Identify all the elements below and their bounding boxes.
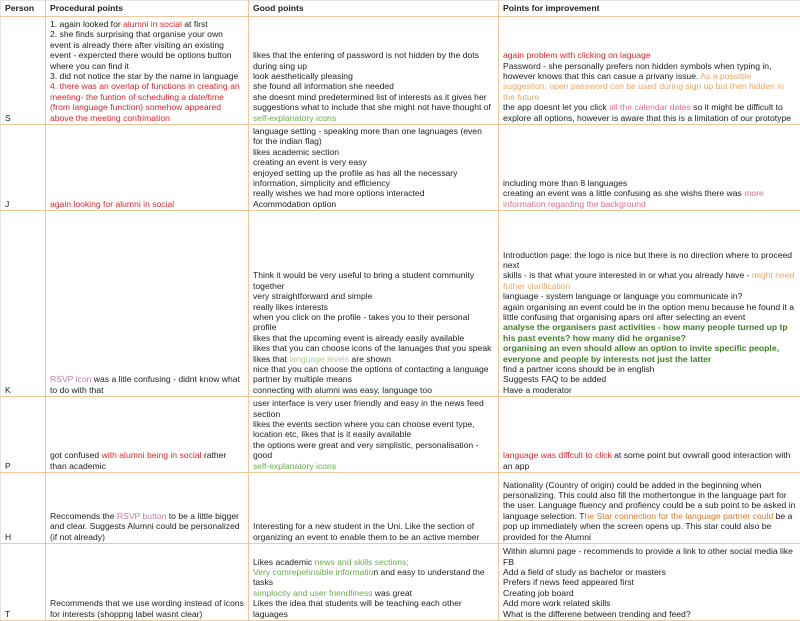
cell-line [503, 270, 796, 291]
cell-line [253, 92, 494, 113]
text: Prefers if news feed appeared first [503, 577, 634, 587]
cell-line [503, 385, 796, 395]
text: creating an event was a little confusing as she wishs there was [503, 188, 744, 198]
cell-line [253, 398, 494, 419]
cell-line [503, 291, 796, 301]
text: at first [182, 19, 208, 29]
text: to be a little bigger and clear. Suggests Alumni could be personalized (if not already) [50, 511, 240, 542]
good-cell[interactable] [249, 397, 499, 473]
cell-line [503, 588, 796, 598]
cell-line [503, 598, 796, 608]
text: Add more work related skills [503, 598, 610, 608]
procedural-cell[interactable] [46, 544, 249, 621]
cell-line [503, 61, 796, 103]
text: language - system language or language you communicate in? [503, 291, 742, 301]
header-points-for-improvement[interactable]: Points for improvement [499, 1, 800, 17]
cell-line [253, 354, 494, 364]
cell-line [503, 374, 796, 384]
table-row [1, 397, 800, 473]
text: at some point but ovwrall good interaction with an app [503, 450, 790, 470]
highlighted-text: he Star connection for the language partner could [585, 511, 774, 521]
highlighted-text: there was an overlap of functions in creating an meeting- the funtion of scheduling a date/time (from language function) somehow appeared above the meeting confrimation [50, 81, 240, 122]
highlighted-text: language levels [289, 354, 349, 364]
person-cell[interactable]: H [1, 473, 46, 544]
cell-line [503, 102, 796, 123]
text: 3. did not notice the star by the name in language [50, 71, 238, 81]
text: are shown [349, 354, 391, 364]
cell-line [503, 178, 796, 188]
highlighted-text: all the calendar dates [609, 102, 691, 112]
text: Introduction page: the logo is nice but there is no direction where to proceed next [503, 250, 792, 270]
highlighted-text: Very comrepehnsible informatio [253, 567, 373, 577]
improvement-cell[interactable] [499, 211, 800, 397]
procedural-cell[interactable] [46, 473, 249, 544]
highlighted-text: self-explanatory icons [253, 113, 336, 123]
text: got confused [50, 450, 102, 460]
text: really wishes we had more options interacted [253, 188, 425, 198]
cell-line [503, 250, 796, 271]
highlighted-text: news and skills sections; [315, 557, 409, 567]
text: likes that [253, 354, 289, 364]
good-cell[interactable] [249, 473, 499, 544]
text: Nationality (Country of origin) could be added in the beginning when personalizing. This could also fill the mothertongue in the language part for the user. Language fluency and profiency could be a sub point to be asked in language selection. T [503, 480, 795, 521]
procedural-cell[interactable] [46, 211, 249, 397]
cell-line [253, 291, 494, 301]
text: 2. she finds surprising that organise your own event is already there after visiting an existing event - expercted there would be options button where you can find it [50, 29, 232, 70]
person-cell[interactable]: S [1, 17, 46, 125]
text: Interesting for a new student in the Uni. Like the section of organizing an event to enable them to be an active member [253, 521, 479, 541]
table-row [1, 544, 800, 621]
text: she found all information she needed [253, 81, 394, 91]
highlighted-text: RSVP button [117, 511, 167, 521]
cell-line [253, 588, 494, 598]
cell-line [253, 71, 494, 81]
cell-line [503, 609, 796, 619]
text: Within alumni page - recommends to provide a link to other social media like FB [503, 546, 793, 566]
cell-line [253, 81, 494, 91]
cell-line [503, 577, 796, 587]
text: 1. again looked for [50, 19, 123, 29]
text: find a partner icons should be in english [503, 364, 654, 374]
person-cell[interactable]: J [1, 125, 46, 211]
cell-line [50, 81, 244, 123]
improvement-cell-selected[interactable] [499, 125, 800, 211]
highlighted-text: RSVP icon [50, 374, 91, 384]
text: language setting - speaking more than one lagnuages (even for the indian flag) [253, 126, 482, 146]
cell-line [50, 374, 244, 395]
highlighted-text: alumni in social [123, 19, 182, 29]
text: creating an event is very easy [253, 157, 367, 167]
text: Think it would be very useful to bring a student community together [253, 270, 474, 290]
text: Add a field of study as bachelor or masters [503, 567, 666, 577]
cell-line [50, 511, 244, 542]
text: What is the differene between trending and feed? [503, 609, 691, 619]
cell-line [253, 461, 494, 471]
text: rather than academic [50, 450, 226, 470]
cell-line [253, 302, 494, 312]
text: likes that the entering of password is not hidden by the dots during sing up [253, 50, 479, 70]
text: likes the events section where you can choose event type, location etc, likes that is it easily available [253, 419, 475, 439]
text: when you click on the profile - takes you to their personal profile [253, 312, 469, 332]
text: very straightforward and simple [253, 291, 372, 301]
cell-line [253, 598, 494, 619]
highlighted-text: again problem with clicking on laguage [503, 50, 651, 60]
text: the options were great and very simplistic, personalisation - good [253, 440, 478, 460]
text: so it might be difficult to explore all options, however is aware that this is a limitation of our prototype [503, 102, 791, 122]
cell-line [253, 557, 494, 567]
cell-line [503, 450, 796, 471]
cell-line [503, 364, 796, 374]
cell-line [253, 419, 494, 440]
highlighted-text: with alumni being in social [102, 450, 202, 460]
cell-line [253, 113, 494, 123]
table-row [1, 473, 800, 544]
cell-line [253, 364, 494, 385]
cell-line [50, 19, 244, 29]
highlighted-text: self-explanatory icons [253, 461, 336, 471]
cell-line [50, 29, 244, 71]
highlighted-text: again looking for alumni in social [50, 199, 174, 209]
cell-line [253, 312, 494, 333]
text: she doesnt mind predetermined list of interests as it gives her suggestions what to include that she might not have thought of [253, 92, 491, 112]
text: really likes interests [253, 302, 328, 312]
cell-line [253, 157, 494, 167]
table-row [1, 125, 800, 211]
good-cell[interactable] [249, 544, 499, 621]
text: Creating job board [503, 588, 574, 598]
text: user interface is very user friendly and easy in the news feed section [253, 398, 484, 418]
cell-line [503, 567, 796, 577]
table-row [1, 211, 800, 397]
cell-line [253, 168, 494, 189]
header-person[interactable]: Person [1, 1, 46, 17]
cell-line [253, 199, 494, 209]
text: was a litle confusing - didnt know what to do with that [50, 374, 240, 394]
text: be a pop up immediately when the screen opens up. This star could also be provided for the Alumni [503, 511, 792, 542]
text: likes that the upcoming event is already easily available [253, 333, 464, 343]
text: was great [372, 588, 412, 598]
cell-line [503, 188, 796, 209]
person-cell[interactable]: P [1, 397, 46, 473]
cell-line [253, 567, 494, 588]
good-cell[interactable] [249, 17, 499, 125]
text: including more than 8 languages [503, 178, 627, 188]
text: Suggests FAQ to be added [503, 374, 606, 384]
highlighted-text: organising an even should allow an option to invite specific people, everyone and people by interests not just the latter [503, 343, 779, 363]
highlighted-text: simplocity and user friendliness [253, 588, 372, 598]
procedural-cell[interactable] [46, 397, 249, 473]
improvement-cell[interactable] [499, 397, 800, 473]
cell-line [253, 343, 494, 353]
text: Likes the idea that students will be teaching each other laguages [253, 598, 462, 618]
text: connecting with alumni was easy, language too [253, 385, 432, 395]
highlighted-text: language was diffcult to click [503, 450, 612, 460]
table-row [1, 17, 800, 125]
cell-line [253, 521, 494, 542]
cell-line [50, 450, 244, 471]
highlighted-text: might need futher clarification [503, 270, 794, 290]
cell-line [253, 333, 494, 343]
header-procedural-points[interactable]: Procedural points [46, 1, 249, 17]
cell-line [503, 322, 796, 343]
cell-line [503, 302, 796, 323]
cell-line [50, 199, 244, 209]
header-good-points[interactable]: Good points [249, 1, 499, 17]
highlighted-text: analyse the organisers past activities - how many people turned up tp his past events? how many did he organise? [503, 322, 788, 342]
header-row [1, 1, 800, 17]
improvement-cell[interactable] [499, 473, 800, 544]
cell-line [253, 126, 494, 147]
text: Password - she personally prefers non hidden symbols when typing in, however knows that this can casue a privany issue. [503, 61, 771, 81]
text: likes academic section [253, 147, 339, 157]
text: Recommends that we use wording instead of icons for interests (shoppng label wasnt clear) [50, 598, 244, 618]
text: enjoyed setting up the profile as has all the necessary information, simplicity and efficiency [253, 168, 457, 188]
cell-line [503, 480, 796, 542]
cell-line [50, 71, 244, 81]
person-cell[interactable]: K [1, 211, 46, 397]
cell-line [253, 270, 494, 291]
text: look aesthetically pleasing [253, 71, 353, 81]
procedural-cell[interactable] [46, 17, 249, 125]
text: Reccomends the [50, 511, 117, 521]
text: likes that you can choose icons of the lanuages that you speak [253, 343, 491, 353]
improvement-cell[interactable] [499, 544, 800, 621]
text: Acommodation option [253, 199, 336, 209]
text: Likes academic [253, 557, 315, 567]
cell-line [253, 440, 494, 461]
good-cell[interactable] [249, 125, 499, 211]
cell-line [503, 50, 796, 60]
improvement-cell[interactable] [499, 17, 800, 125]
highlighted-text: 4. [50, 81, 60, 91]
text: the app doesnt let you click [503, 102, 609, 112]
text: skills - is that what youre interested in or what you already have - [503, 270, 752, 280]
cell-line [503, 546, 796, 567]
good-cell[interactable] [249, 211, 499, 397]
cell-line [253, 147, 494, 157]
cell-line [253, 188, 494, 198]
text: again organising an event could be in the option menu because he found it a little confusing that organising apars onl after selecting an event [503, 302, 794, 322]
cell-line [253, 385, 494, 395]
highlighted-text: more information regarding the background [503, 188, 764, 208]
person-cell[interactable]: T [1, 544, 46, 621]
text: nice that you can choose the options of contacting a language partner by multiple means [253, 364, 489, 384]
procedural-cell[interactable] [46, 125, 249, 211]
cell-line [253, 50, 494, 71]
cell-line [503, 343, 796, 364]
text: n and easy to understand the tasks [253, 567, 485, 587]
cell-line [50, 598, 244, 619]
text: Have a moderator [503, 385, 572, 395]
highlighted-text: As a possible suggestion, open password can be used during sign up but then hidden in the future [503, 71, 784, 102]
